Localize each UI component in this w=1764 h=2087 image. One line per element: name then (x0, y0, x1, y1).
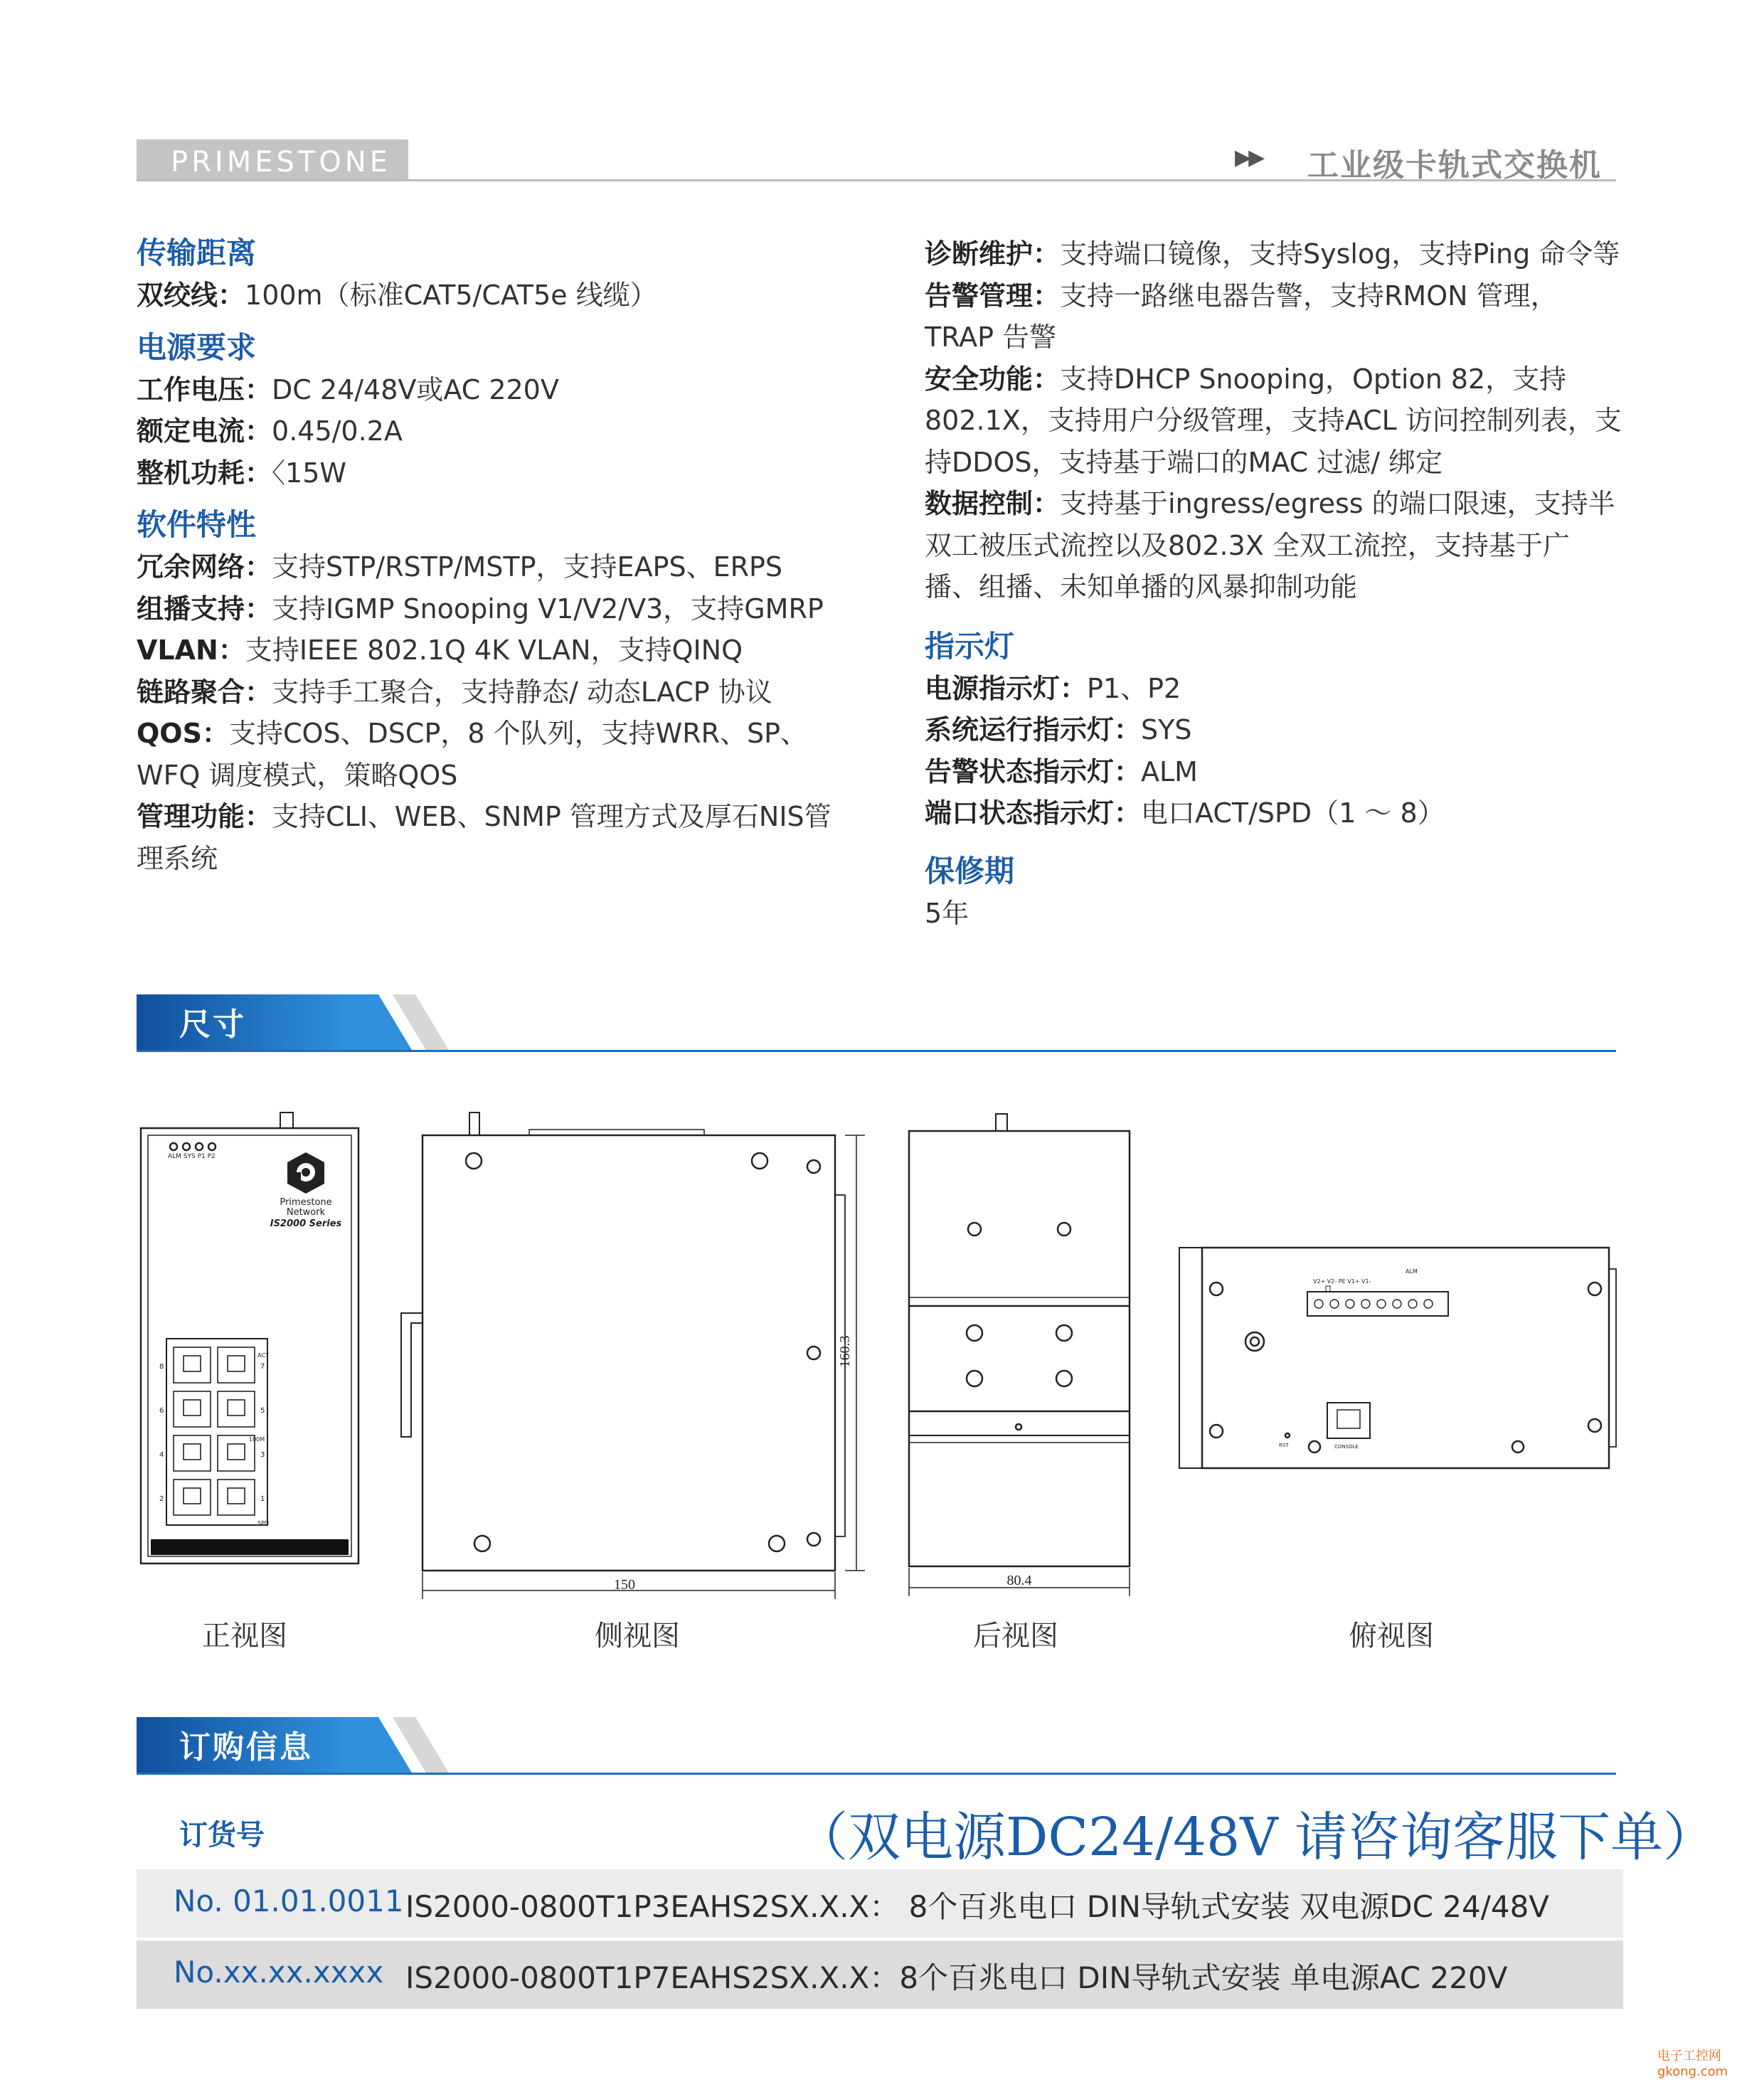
terminal-screws (1314, 1300, 1433, 1308)
led-p1 (196, 1143, 203, 1150)
back-view-drawing (905, 1110, 1139, 1600)
spec-port-led: 端口状态指示灯：电口ACT/SPD（1 ～ 8） (925, 797, 1445, 829)
m100-label: 100M (249, 1436, 265, 1443)
dimensions-banner-title: 尺寸 (179, 1007, 246, 1043)
back-width-dimension: 80.4 (1006, 1573, 1032, 1588)
dimensions-banner (137, 994, 1616, 1053)
spec-multicast: 组播支持：支持IGMP Snooping V1/V2/V3，支持GMRP (137, 593, 824, 625)
alm-terminal-label: ALM (1406, 1268, 1418, 1275)
order-row (137, 1940, 1623, 2009)
logo-mark (287, 1152, 324, 1194)
spec-security: 安全功能：支持DHCP Snooping，Option 82，支持802.1X，支持用户分级管理，支持ACL 访问控制列表，支持DDOS，支持基于端口的MAC 过滤/ 绑定 (925, 363, 1622, 478)
back-housing (909, 1131, 1130, 1566)
spec-link-aggregation: 链路聚合：支持手工聚合，支持静态/ 动态LACP 协议 (137, 676, 772, 708)
spd-label: SPD (257, 1520, 270, 1526)
side-height-dimension: 160.3 (837, 1335, 853, 1368)
front-view-label: 正视图 (202, 1620, 287, 1652)
spec-left-column (137, 232, 891, 879)
section-title-power: 电源要求 (137, 329, 257, 365)
spec-right-column (925, 233, 1622, 934)
led-alm (170, 1143, 177, 1150)
section-title-warranty: 保修期 (925, 853, 1015, 888)
top-left-flange (1179, 1248, 1202, 1468)
logo-line-2: Network (286, 1207, 326, 1218)
spec-qos: QOS：支持COS、DSCP，8 个队列，支持WRR、SP、WFQ 调度模式，策略QOS (137, 718, 808, 791)
din-rail-clip (401, 1313, 423, 1437)
order-no: No. 01.01.0011 (174, 1884, 404, 1918)
spec-data-control: 数据控制：支持基于ingress/egress 的端口限速，支持半双工被压式流控以及802.3X 全双工流控，支持基于广播、组播、未知单播的风暴抑制功能 (925, 488, 1615, 602)
port-num-7: 7 (260, 1363, 265, 1371)
side-housing (423, 1135, 835, 1571)
back-antenna (996, 1114, 1007, 1131)
led-p2 (208, 1143, 216, 1150)
port-block (166, 1339, 270, 1526)
port-num-5: 5 (260, 1407, 265, 1415)
order-desc: IS2000-0800T1P3EAHS2SX.X.X： 8个百兆电口 DIN导轨式安装 双电源DC 24/48V (405, 1889, 1550, 1924)
top-view-label: 俯视图 (1349, 1620, 1434, 1652)
terminal-block (1307, 1292, 1448, 1316)
ordering-banner (137, 1717, 1616, 1775)
spec-management: 管理功能：支持CLI、WEB、SNMP 管理方式及厚石NIS管理系统 (137, 801, 831, 874)
series-label: IS2000 Series (270, 1218, 342, 1229)
led-labels: ALM SYS P1 P2 (168, 1153, 216, 1160)
spec-twisted-pair: 双绞线：100m（标准CAT5/CAT5e 线缆） (137, 280, 657, 311)
logo-line-1: Primestone (280, 1197, 332, 1208)
spec-vlan: VLAN：支持IEEE 802.1Q 4K VLAN，支持QINQ (137, 634, 743, 666)
spec-alarm: 告警管理：支持一路继电器告警，支持RMON 管理，TRAP 告警 (925, 280, 1558, 353)
spec-current: 额定电流：0.45/0.2A (137, 415, 403, 447)
spec-power-led: 电源指示灯：P1、P2 (925, 672, 1181, 704)
port-num-1: 1 (260, 1495, 265, 1503)
front-view-drawing (138, 1110, 366, 1572)
spec-alarm-led: 告警状态指示灯：ALM (925, 755, 1198, 787)
spec-redundancy: 冗余网络：支持STP/RSTP/MSTP，支持EAPS、ERPS (137, 551, 783, 583)
side-view-label: 侧视图 (595, 1620, 680, 1652)
rst-label: RST (1279, 1443, 1289, 1448)
order-row (137, 1869, 1623, 1938)
order-number-heading: 订货号 (179, 1819, 265, 1852)
dimension-lines (423, 1135, 865, 1599)
side-antenna (469, 1112, 479, 1135)
watermark: 电子工控网 gkong.com (1657, 2049, 1728, 2079)
banner-divider (137, 1050, 1616, 1052)
led-sys (183, 1143, 190, 1150)
port-num-6: 6 (159, 1407, 164, 1415)
spec-voltage: 工作电压：DC 24/48V或AC 220V (137, 373, 559, 405)
banner-divider (137, 1773, 1616, 1775)
section-title-indicators: 指示灯 (925, 628, 1015, 664)
port-num-2: 2 (159, 1495, 164, 1503)
console-port (1327, 1403, 1370, 1438)
brand-label: PRIMESTONE (137, 139, 408, 181)
section-title-software: 软件特性 (137, 507, 257, 542)
ordering-banner-title: 订购信息 (179, 1729, 313, 1765)
rj45-ports (174, 1347, 255, 1515)
back-view-label: 后视图 (973, 1620, 1058, 1652)
double-arrow-icon: ▶▶ (1235, 145, 1263, 170)
order-no: No.xx.xx.xxxx (174, 1955, 384, 1990)
spec-diagnostics: 诊断维护：支持端口镜像，支持Syslog，支持Ping 命令等 (925, 238, 1620, 270)
port-num-3: 3 (260, 1451, 265, 1459)
side-width-dimension: 150 (614, 1577, 635, 1593)
order-note: （双电源DC24/48V 请咨询客服下单） (795, 1807, 1716, 1868)
order-desc: IS2000-0800T1P7EAHS2SX.X.X：8个百兆电口 DIN导轨式安装 单电源AC 220V (405, 1960, 1508, 1995)
top-housing (1202, 1248, 1609, 1468)
spec-sys-led: 系统运行指示灯：SYS (925, 714, 1192, 745)
section-title-distance: 传输距离 (137, 235, 257, 270)
top-view-drawing (1174, 1241, 1629, 1475)
side-view-drawing (390, 1110, 873, 1600)
port-num-4: 4 (159, 1451, 164, 1459)
port-num-8: 8 (159, 1363, 164, 1371)
terminal-labels: V2+ V2- PE V1+ V1- (1313, 1278, 1371, 1285)
antenna-connector (280, 1112, 293, 1128)
spec-power-consumption: 整机功耗：〈15W (137, 457, 346, 489)
spec-warranty: 5年 (925, 897, 969, 929)
front-bottom-band (151, 1539, 349, 1555)
page-title: 工业级卡轨式交换机 (1307, 147, 1602, 184)
act-label: ACT (257, 1352, 269, 1359)
console-label: CONSOLE (1334, 1444, 1359, 1450)
